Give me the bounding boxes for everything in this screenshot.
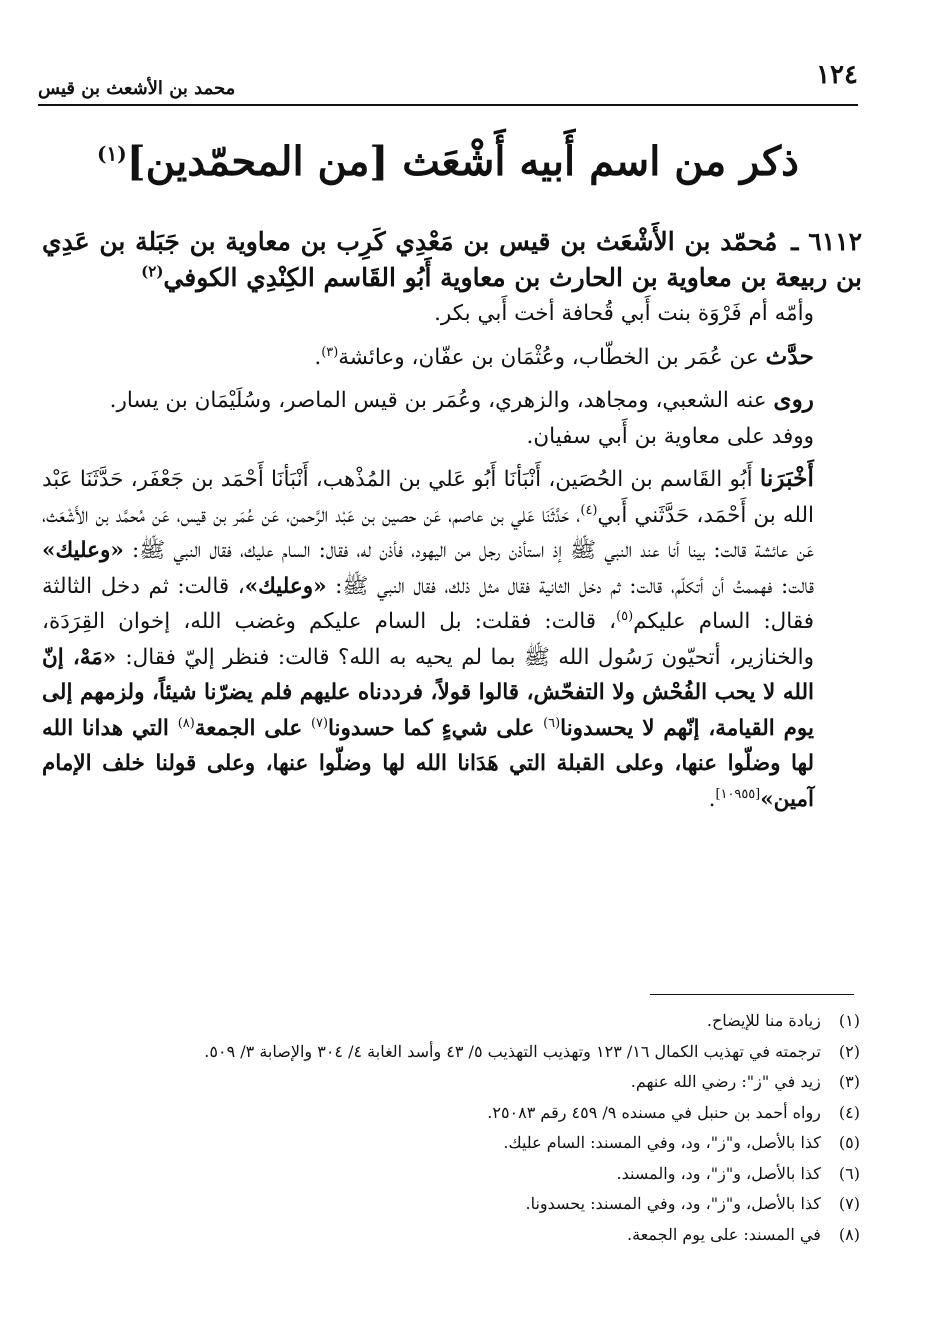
footnote-text: كذا بالأصل، و"ز"، ود، وفي المسند: يحسدونا. — [525, 1194, 821, 1213]
footnote-ref[interactable]: (٧) — [311, 715, 328, 731]
footnote-number: (٤) — [838, 1102, 860, 1122]
prophet-saying: «مَهْ، إنّ الله لا يحب الفُحْش ولا التفحّش، قالوا قولاً، فرددناه عليهم فلم يضرّنا شيئاً، ولزمهم إلى يوم القيامة، إنّهم لا يحسدونا — [42, 644, 814, 741]
footnote-text: زيادة منا للإيضاح. — [706, 1011, 821, 1030]
akhbarana-keyword: أَخْبَرَنا — [759, 465, 814, 492]
running-title: محمد بن الأشعث بن قيس — [38, 78, 236, 99]
footnote-text: كذا بالأصل، و"ز"، ود، والمسند. — [616, 1163, 821, 1183]
entry-heading — [42, 224, 862, 296]
footnote-ref[interactable]: (٤) — [580, 502, 598, 518]
page-number: ١٢٤ — [816, 60, 858, 90]
footnote-text: كذا بالأصل، و"ز"، ود، وفي المسند: السام عليك. — [503, 1133, 821, 1152]
hadith-text: ، قالت: ثم دخل الثالثة فقال: السام عليكم — [42, 573, 815, 634]
haddath-keyword: حدَّث — [765, 342, 814, 370]
rawa-keyword: روى — [773, 386, 814, 413]
footnote-item — [130, 1006, 860, 1037]
footnote-number: (١) — [838, 1011, 860, 1030]
hadith-text: ، قالت: فقلت: بل السام عليكم وغضب الله، إخوان القِرَدَة، والخنازير، أتحيّون رَسُول الله ﷺ بما لم يحيه به الله؟ قالت: فنظر إليّ فقال: — [42, 609, 814, 670]
hadith-text: ، حَدَّثَنَا عَلي بن عاصم، عَن حصين بن عَبْد الرَّحمن، عَن عُمَر بن قيس، عَن مُحمَّد بن الأَشْعَث، عَن عائشة قالت: بينا أنا عند النبي ﷺ إذ استأذن رجل من اليهود، فأذن له، فقال: السام عليك، فقال النبي ﷺ: — [42, 502, 814, 563]
narrated-from-line — [42, 339, 862, 376]
period: . — [314, 344, 322, 370]
footnote-text: رواه أحمد بن حنبل في مسنده ٩/ ٤٥٩ رقم ٢٥٠٨٣. — [487, 1102, 821, 1122]
footnotes-list — [130, 1006, 860, 1250]
prophet-saying: على شيءٍ كما حسدونا — [328, 715, 544, 741]
footnote-item — [130, 1159, 860, 1190]
footnote-item — [130, 1128, 860, 1159]
hadith-reference-number: [١٠٩٥٥] — [715, 786, 761, 802]
entry-name: مُحمّد بن الأَشْعَث بن قيس بن مَعْدِي كَرِب بن معاوية بن جَبَلة بن عَدِي بن ربيعة بن معاوية بن الحارث بن معاوية أَبُو القَاسم الكِنْدِي الكوفي — [42, 227, 862, 292]
footnote-number: (٥) — [838, 1133, 860, 1152]
isnad-text: أَبُو القَاسم بن الحُصَين، أَنْبَأنَا أَبُو عَلي بن المُذْهب، أَنْبَأنَا أَحْمَد بن جَعْفَر، حَدَّثَنَا عَبْد الله بن أَحْمَد، حَدَّثَني أَبي — [42, 467, 814, 528]
hadith-paragraph — [42, 461, 862, 817]
footnote-number: (٦) — [838, 1163, 860, 1183]
chapter-title-text: ذكر من اسم أَبيه أَشْعَث [من المحمّدين] — [126, 138, 799, 185]
footnote-item — [130, 1067, 860, 1098]
chapter-title — [38, 132, 858, 192]
footnote-text: ترجمته في تهذيب الكمال ١٦/ ١٢٣ وتهذيب التهذيب ٥/ ٤٣ وأسد الغابة ٤/ ٣٠٤ والإصابة ٣/ ٥٠٩. — [204, 1041, 821, 1061]
period: . — [708, 786, 716, 812]
prophet-saying: التي هدانا الله لها وضلّوا عنها، وعلى القبلة التي هَدَانا الله لها وضلّوا عنها، وعلى قولنا خلف الإمام آمين» — [42, 715, 814, 812]
entry-number: ٦١١٢ ـ — [791, 227, 862, 256]
narrators-text: عنه الشعبي، ومجاهد، والزهري، وعُمَر بن قيس الماصر، وسُلَيْمَان بن يسار. — [109, 388, 767, 413]
narrated-from-text: عن عُمَر بن الخطّاب، وعُثْمَان بن عفّان، وعائشة — [338, 344, 759, 370]
footnote-ref[interactable]: (٢) — [141, 262, 164, 281]
mother-line: وأمّه أم فَرْوَة بنت أَبي قُحافة أخت أَبي بكر. — [434, 301, 814, 326]
narrators-line — [42, 382, 862, 419]
footnote-ref[interactable]: (٨) — [177, 715, 195, 731]
footnote-item — [130, 1098, 860, 1129]
footnote-ref[interactable]: (٦) — [543, 715, 561, 731]
hadith-text: قالت: فهممتُ أن أتكلّم، قالت: ثم دخل الثانية فقال مثل ذلك، فقال النبي ﷺ: — [335, 573, 814, 599]
footnote-number: (٨) — [838, 1224, 860, 1244]
footnote-number: (٣) — [838, 1072, 860, 1091]
footnote-item — [130, 1220, 860, 1251]
footnote-number: (٢) — [838, 1041, 860, 1061]
footnote-item — [130, 1189, 860, 1220]
footnote-ref[interactable]: (٥) — [616, 608, 634, 624]
delegation-line: ووفد على معاوية بن أَبي سفيان. — [526, 423, 814, 449]
hadith-quote: «وعليك» — [244, 573, 327, 599]
footnote-ref[interactable]: (١) — [97, 141, 127, 166]
biography-entry — [42, 224, 862, 817]
footnote-separator — [650, 994, 854, 995]
footnote-text: في المسند: على يوم الجمعة. — [627, 1224, 821, 1244]
running-header — [38, 58, 858, 106]
footnote-number: (٧) — [838, 1194, 860, 1213]
footnote-text: زيد في "ز": رضي الله عنهم. — [630, 1072, 821, 1091]
footnote-ref[interactable]: (٣) — [321, 344, 339, 360]
footnote-item — [130, 1037, 860, 1068]
hadith-quote: «وعليك» — [42, 538, 124, 563]
prophet-saying: على الجمعة — [194, 715, 311, 741]
